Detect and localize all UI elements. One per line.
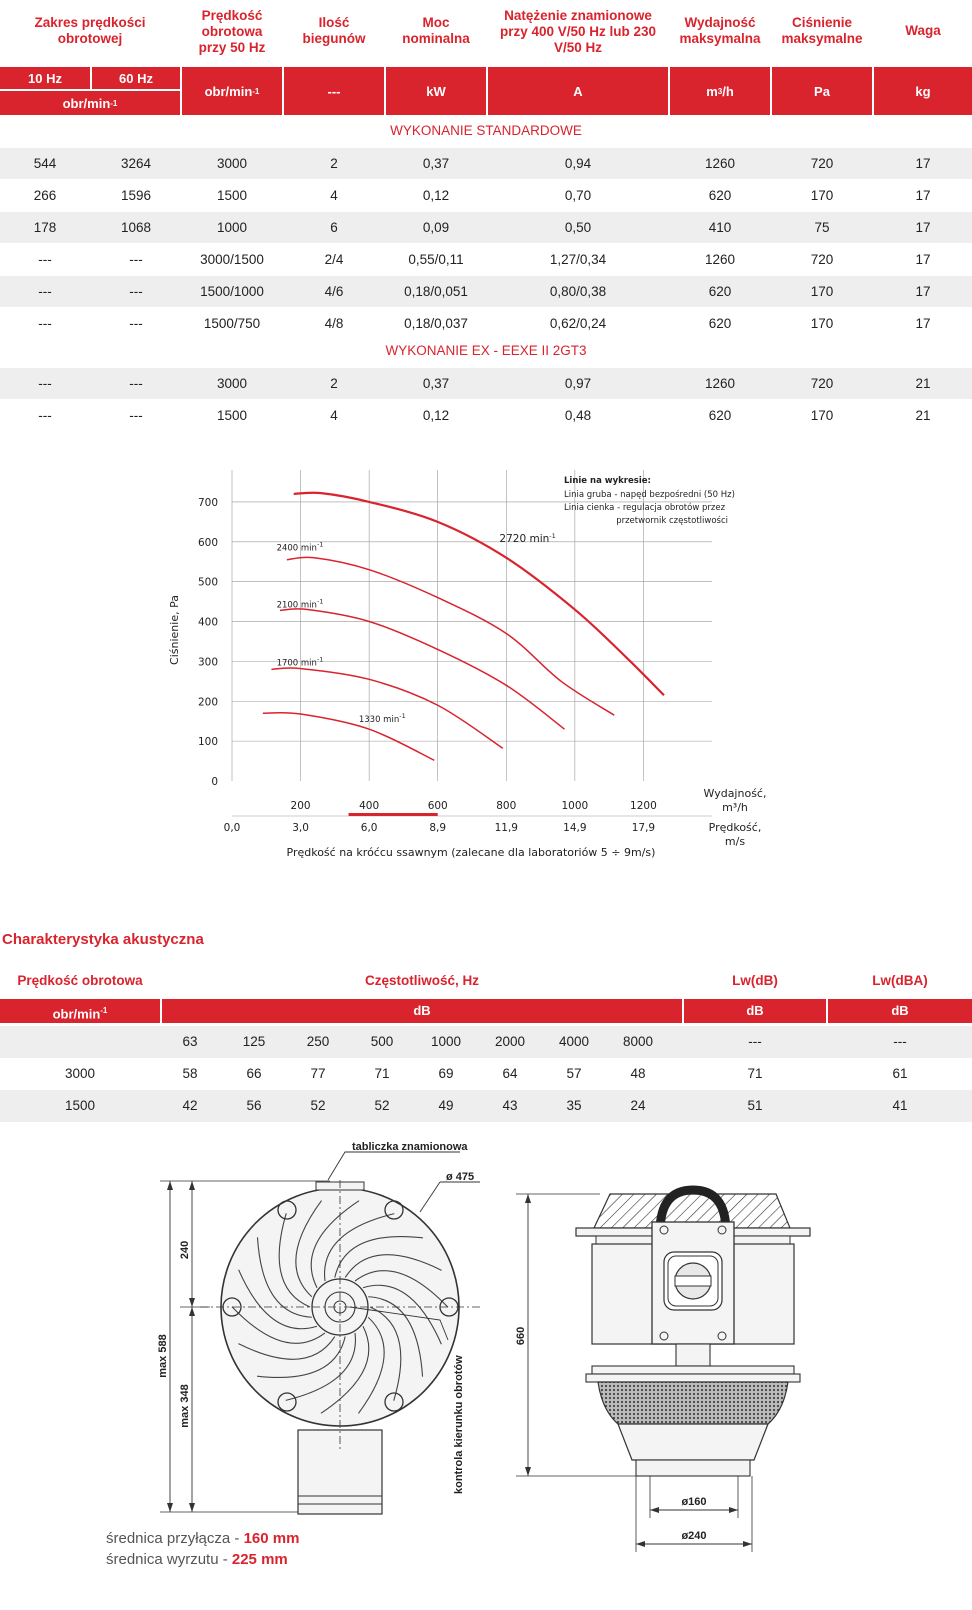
acoustic-cell: 2000 [494, 1034, 526, 1049]
table-cell: 170 [810, 188, 834, 203]
table-cell: --- [129, 376, 143, 391]
table-row [0, 244, 972, 275]
legend-title: Linie na wykresie: [564, 476, 651, 486]
table-cell: 620 [708, 284, 732, 299]
acoustic-row [0, 1026, 972, 1058]
chart-legend [564, 476, 735, 526]
unit-speed: obr/min -1 [182, 67, 282, 115]
ac-hdr-freq: Częstotliwość, Hz [364, 973, 480, 988]
acoustic-cell: --- [748, 1034, 762, 1049]
section-title: WYKONANIE EX - EEXE II 2GT3 [385, 343, 587, 358]
rotation-control-label: kontrola kierunku obrotów [453, 1355, 465, 1494]
x-tick-label: 200 [290, 800, 311, 812]
x2-tick-label: 3,0 [292, 822, 309, 834]
x2-tick-label: 6,0 [360, 822, 378, 834]
acoustic-cell: 52 [310, 1098, 326, 1113]
inlet-cone [618, 1424, 768, 1460]
y-tick-label: 200 [197, 696, 218, 709]
table-cell: 0,94 [564, 156, 592, 171]
table-cell: --- [38, 376, 52, 391]
dim-d240-label: ø240 [681, 1530, 707, 1542]
table-cell: 0,62/0,24 [549, 316, 607, 331]
table-row [0, 276, 972, 307]
table-cell: 2/4 [324, 252, 344, 267]
series-label-text: 2100 min [276, 600, 317, 611]
recommended-range-bar [349, 813, 438, 816]
table-cell: 266 [33, 188, 57, 203]
unit-obrmin: obr/min -1 [0, 91, 180, 115]
table-cell: 0,55/0,11 [408, 252, 464, 267]
acoustic-cell: 35 [566, 1098, 582, 1113]
nameplate-label: tabliczka znamionowa [352, 1141, 468, 1153]
table-row [0, 368, 972, 399]
series-label [499, 532, 555, 545]
unit-power: kW [386, 67, 486, 115]
y-tick-label: 700 [197, 496, 218, 509]
x-tick-label: 400 [359, 800, 380, 812]
unit-weight: kg [874, 67, 972, 115]
acoustic-cell: 64 [502, 1066, 518, 1081]
series-label-sup: -1 [399, 711, 406, 720]
unit-pressure: Pa [772, 67, 872, 115]
table-cell: 3000 [216, 156, 248, 171]
x-tick-label: 600 [427, 800, 448, 812]
table-cell: 17 [915, 220, 931, 235]
series-label-sup: -1 [316, 540, 324, 549]
acoustic-cell: 56 [246, 1098, 262, 1113]
legend-line-3: przetwornik częstotliwości [616, 516, 728, 526]
unit-60hz: 60 Hz [92, 67, 180, 89]
series-line [287, 557, 614, 715]
acoustic-cell: 1000 [430, 1034, 462, 1049]
table-cell: 4 [330, 188, 338, 203]
acoustic-cell: 41 [892, 1098, 908, 1113]
acoustic-cell: 24 [630, 1098, 646, 1113]
table-cell: 21 [915, 408, 931, 423]
series-label-text: 1700 min [276, 658, 317, 669]
hdr-current: Natężenie znamionowe przy 400 V/50 Hz lub 230 V/50 Hz [499, 8, 657, 55]
outlet-diameter: średnica wyrzutu - 225 mm [106, 1551, 288, 1568]
x2-tick-label: 0,0 [223, 822, 241, 834]
table-cell: 17 [915, 252, 931, 267]
table-cell: 0,12 [422, 408, 450, 423]
series-label-sup: -1 [316, 655, 324, 664]
table-cell: --- [38, 408, 52, 423]
acoustic-cell: 58 [182, 1066, 198, 1081]
chart-ylabel: Ciśnienie, Pa [168, 595, 181, 665]
side-view [516, 1190, 810, 1552]
table-cell: 1260 [704, 252, 736, 267]
acoustic-cell: 4000 [558, 1034, 590, 1049]
table-cell: --- [129, 284, 143, 299]
series-label [277, 655, 324, 668]
table-cell: 17 [915, 284, 931, 299]
table-cell: 170 [810, 408, 834, 423]
table-cell: 4/8 [324, 316, 344, 331]
dim-660-label: 660 [515, 1326, 527, 1346]
section-title: WYKONANIE STANDARDOWE [390, 123, 582, 138]
table-row [0, 212, 972, 243]
table-cell: 0,70 [564, 188, 592, 203]
table-cell: --- [38, 284, 52, 299]
front-view [160, 1152, 480, 1514]
table-cell: 6 [330, 220, 338, 235]
ac-unit-lwa: dB [828, 999, 972, 1023]
series-label [359, 712, 406, 725]
x-tick-label: 1000 [561, 800, 589, 812]
table-row [0, 180, 972, 211]
table-cell: 2 [330, 156, 338, 171]
acoustic-cell: 125 [242, 1034, 266, 1049]
acoustic-cell: 66 [246, 1066, 262, 1081]
legend-line-1: Linia gruba - napęd bezpośredni (50 Hz) [564, 490, 735, 500]
acoustic-cell: 250 [306, 1034, 330, 1049]
table-cell: 0,48 [564, 408, 592, 423]
chart-xlabel-line2: m³/h [722, 801, 748, 814]
hdr-flow: Wydajność maksymalna [679, 15, 761, 46]
acoustic-speed: 3000 [64, 1066, 96, 1081]
series-label-text: 2400 min [276, 543, 317, 554]
acoustic-cell: 500 [370, 1034, 394, 1049]
series-line [263, 713, 434, 761]
performance-chart [160, 470, 800, 890]
table-cell: 17 [915, 156, 931, 171]
table-cell: 1500/750 [203, 316, 261, 331]
unit-current: A [488, 67, 668, 115]
series-label [277, 541, 324, 554]
x2-tick-label: 14,9 [563, 822, 587, 834]
table-cell: 178 [33, 220, 57, 235]
acoustic-cell: 71 [747, 1066, 763, 1081]
chart-xlabel-line1: Wydajność, [703, 787, 767, 800]
y-tick-label: 100 [197, 736, 218, 749]
table-cell: 1260 [704, 156, 736, 171]
table-cell: 3000/1500 [200, 252, 264, 267]
unit-10hz: 10 Hz [0, 67, 90, 89]
table-cell: 21 [915, 376, 931, 391]
acoustic-cell: 43 [502, 1098, 518, 1113]
inlet-mesh [598, 1382, 788, 1424]
x-tick-label: 1200 [630, 800, 657, 812]
unit-poles: --- [284, 67, 384, 115]
table-cell: --- [38, 252, 52, 267]
table-cell: 3264 [120, 156, 152, 171]
table-cell: 620 [708, 316, 732, 331]
acoustic-speed: 1500 [64, 1098, 96, 1113]
y-tick-label: 500 [197, 576, 218, 589]
table-cell: 410 [708, 220, 732, 235]
y-tick-label: 600 [197, 536, 218, 549]
table-cell: 1000 [216, 220, 248, 235]
table-cell: 170 [810, 284, 834, 299]
series-label-sup: -1 [549, 531, 556, 540]
acoustic-cell: 63 [182, 1034, 198, 1049]
table-cell: --- [129, 252, 143, 267]
series-label-sup: -1 [316, 597, 324, 606]
acoustic-title: Charakterystyka akustyczna [2, 931, 204, 948]
table-cell: 0,18/0,051 [404, 284, 468, 299]
acoustic-cell: 61 [892, 1066, 908, 1081]
table-cell: 1500 [216, 408, 248, 423]
x2-tick-label: 11,9 [494, 822, 518, 834]
table-cell: 544 [33, 156, 57, 171]
diameter-label: ø 475 [446, 1171, 475, 1183]
table-cell: 720 [810, 376, 834, 391]
chart-footer: Prędkość na króćcu ssawnym (zalecane dla laboratoriów 5 ÷ 9m/s) [286, 846, 656, 859]
table-cell: 720 [810, 156, 834, 171]
table-cell: 170 [810, 316, 834, 331]
table-row [0, 308, 972, 339]
ac-unit-freq: dB [162, 999, 682, 1023]
table-cell: 620 [708, 188, 732, 203]
x2-tick-label: 8,9 [429, 822, 447, 834]
acoustic-cell: 48 [630, 1066, 646, 1081]
table-row [0, 148, 972, 179]
hdr-weight: Waga [905, 23, 941, 38]
hdr-speed-50hz: Prędkość obrotowa przy 50 Hz [198, 8, 266, 55]
hdr-pressure: Ciśnienie maksymalne [781, 15, 863, 46]
table-cell: 620 [708, 408, 732, 423]
dim-240-label: 240 [179, 1240, 191, 1260]
table-cell: 0,12 [422, 188, 450, 203]
acoustic-cell: 71 [374, 1066, 390, 1081]
table-cell: 0,37 [422, 376, 450, 391]
table-cell: 0,37 [422, 156, 450, 171]
table-cell: 0,50 [564, 220, 592, 235]
acoustic-cell: 49 [438, 1098, 454, 1113]
table-cell: 0,18/0,037 [404, 316, 468, 331]
table-cell: 1596 [120, 188, 152, 203]
table-cell: --- [38, 316, 52, 331]
chart-x2label-line2: m/s [724, 835, 746, 848]
x-tick-label: 800 [496, 800, 517, 812]
table-cell: 720 [810, 252, 834, 267]
series-line [294, 493, 664, 696]
table-cell: 1260 [704, 376, 736, 391]
ac-hdr-speed: Prędkość obrotowa [17, 973, 143, 988]
ac-hdr-lwa: Lw(dBA) [872, 973, 928, 988]
hdr-power: Moc nominalna [402, 15, 470, 46]
acoustic-cell: 52 [374, 1098, 390, 1113]
table-cell: 4 [330, 408, 338, 423]
dim-max348-label: max 348 [179, 1384, 191, 1428]
table-cell: --- [129, 408, 143, 423]
dim-d160-label: ø160 [681, 1496, 707, 1508]
chart-ticks [198, 497, 657, 834]
series-label [277, 598, 324, 611]
series-label-text: 1330 min [358, 714, 400, 725]
table-cell: 17 [915, 188, 931, 203]
ac-unit-lw: dB [684, 999, 826, 1023]
acoustic-cell: --- [893, 1034, 907, 1049]
table-cell: 0,09 [422, 220, 450, 235]
acoustic-cell: 69 [438, 1066, 454, 1081]
hdr-poles: Ilość biegunów [302, 15, 366, 46]
ac-hdr-lw: Lw(dB) [732, 973, 778, 988]
chart-series [263, 493, 664, 761]
table-cell: 0,80/0,38 [549, 284, 607, 299]
chart-x2label-line1: Prędkość, [708, 821, 762, 834]
legend-line-2: Linia cienka - regulacja obrotów przez [564, 503, 726, 513]
table-cell: 3000 [216, 376, 248, 391]
y-tick-label: 300 [197, 656, 218, 669]
x2-tick-label: 17,9 [631, 822, 656, 834]
series-line [280, 609, 565, 729]
table-cell: 75 [814, 220, 830, 235]
table-cell: 4/6 [324, 284, 344, 299]
dimension-arrows [167, 1181, 195, 1512]
dim-max588-label: max 588 [157, 1334, 169, 1378]
ac-unit-speed: obr/$\min^{-1}$ [0, 999, 160, 1023]
acoustic-row [0, 1090, 972, 1122]
table-cell: 17 [915, 316, 931, 331]
y-tick-label: 0 [211, 776, 218, 788]
table-row [0, 400, 972, 431]
acoustic-cell: 8000 [622, 1034, 654, 1049]
acoustic-row [0, 1058, 972, 1090]
inlet-diameter: średnica przyłącza - 160 mm [106, 1530, 300, 1547]
acoustic-cell: 42 [182, 1098, 198, 1113]
y-tick-label: 400 [197, 616, 218, 629]
acoustic-cell: 77 [310, 1066, 326, 1081]
table-cell: 0,97 [564, 376, 592, 391]
acoustic-cell: 51 [747, 1098, 763, 1113]
series-label-text: 2720 min [499, 532, 550, 545]
hdr-speed-range: Zakres prędkości obrotowej [34, 15, 146, 46]
table-cell: 1,27/0,34 [549, 252, 607, 267]
table-cell: 1500/1000 [200, 284, 264, 299]
unit-flow: m 3 /h [670, 67, 770, 115]
table-cell: --- [129, 316, 143, 331]
table-cell: 2 [330, 376, 338, 391]
table-cell: 1068 [120, 220, 152, 235]
acoustic-cell: 57 [566, 1066, 582, 1081]
table-cell: 1500 [216, 188, 248, 203]
